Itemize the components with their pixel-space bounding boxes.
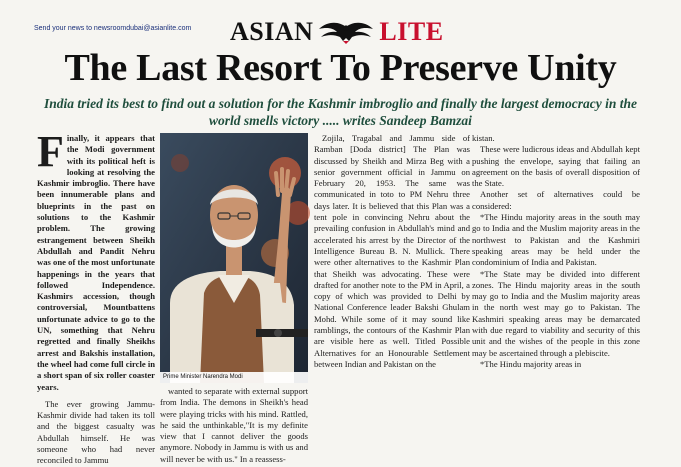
column-4-p1: kistan. [472, 133, 495, 143]
lead-text: inally, it appears that the Modi government with its political heft is looking at resolving the Kashmir imbroglio. There have been innumerable plans and blueprints in the past on solutions to the Kashmir problem. The growing estrangement between Sheikh Abdullah and Pandit Nehru was one of the most unfortunate happenings in the years that followed Independence. Kashmirs accession, though controversial, Mountbattens unfortunate advice to go to the UN, something that Nehru regretted and finally Sheikhs arrest and Bakshis installation, the wheel had come full circle in a short span of six roller coaster years. [37, 133, 155, 392]
article-photo [160, 133, 308, 383]
top-bar [0, 0, 681, 44]
eagle-emblem-icon [317, 19, 375, 45]
column-1-paragraph-2: The ever growing Jammu-Kashmir divide had taken its toll and the biggest casualty was Abdullah himself. He was someone who had never reconciled to Jammu [37, 398, 155, 466]
column-3-below [314, 386, 315, 387]
column-3 [314, 133, 470, 386]
column-4-p6: *The Hindu majority areas in [480, 358, 582, 369]
column-4-p3: Another set of alternatives could be considered: [472, 189, 640, 211]
column-2-text: wanted to separate with external support from India. The demons in Sheikh's head were playing tricks with his mind. Rattled, he said the unthinkable,"It is my definite view that I cannot deliver the goods anymore. Nobody in Jammu is with us and will never be with us." In a reassess- [160, 386, 308, 464]
masthead-logo [230, 18, 444, 46]
column-4-p4: *The Hindu majority areas in the south may go to India and the Muslim majority areas in the northwest to Pakistan and the Kashmiri speaking areas may be held under the condominium of India and Pakistan. [472, 212, 640, 268]
article-deck: India tried its best to find out a solution for the Kashmir imbroglio and finally the largest democracy in the world smells victory ..... writes Sandeep Bamzai [44, 96, 637, 128]
masthead-lite: LITE [379, 17, 444, 46]
column-3-text: Zojila, Tragabal and Jammu side of Ramban [Doda district] The Plan was discussed by Sheikh and Mirza Beg with a senior government official in Jammu on February 20, 1953. The same was communicated in toto to PM Nehru three days later. It is believed that this Plan was a tent pole in convincing Nehru about the prevailing confusion in Abdullah's mind and accelerated his arrest by the Director of the Intelligence Bureau B. N. Mullick. There were other alternatives to the Kashmir Plan that Sheikh was advocating. These were drafted for another note to the PM in April, a copy of which was provided to Delhi by National Conference leader Bakshi Ghulam Mohd. While some of it may sound like ramblings, the contours of the Kashmir Plan are visible here as well. Titled Possible Alternatives for an Honourable Settlement between Indian and Pakistan on the [314, 133, 470, 369]
column-4 [472, 133, 640, 400]
column-1 [37, 127, 155, 466]
column-2-below-photo [160, 386, 308, 464]
photo-illustration [160, 133, 308, 383]
lead-paragraph [37, 127, 155, 393]
masthead-asian: ASIAN [230, 17, 314, 46]
column-3-below-text [314, 386, 315, 387]
photo-caption: Prime Minister Narendra Modi [160, 372, 308, 383]
column-4-p2: These were ludicrous ideas and Abdullah kept pushing the envelope, saying that failing an agreement on the basis of overall disposition of the State. [472, 144, 640, 189]
send-news-line: Send your news to newsroomdubai@asianlite.com [34, 25, 192, 32]
article-headline: The Last Resort To Preserve Unity [64, 47, 617, 89]
drop-cap: F [37, 127, 64, 176]
column-4-p5: *The State may be divided into different zones. The Hindu majority areas in the south may go to India and the Muslim majority areas in the north west may go to Pakistan. The Kashmiri speaking areas may be demarcated with due regard to viability and security of this unit and the wishes of the people in this zone may be ascertained through a plebiscite. [472, 268, 640, 358]
